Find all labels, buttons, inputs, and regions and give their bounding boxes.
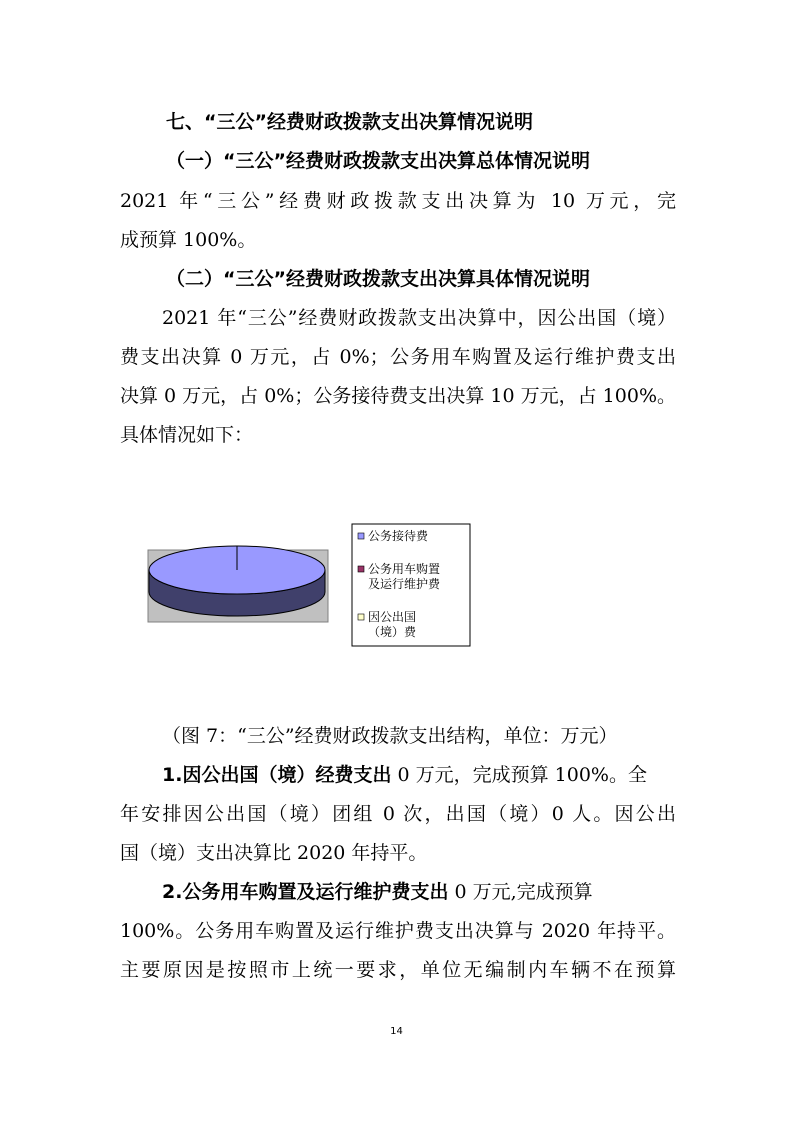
legend-swatch-2 xyxy=(358,614,364,620)
paragraph-line: 100%。公务用车购置及运行维护费支出决算与 2020 年持平。 xyxy=(120,920,676,942)
page-number: 14 xyxy=(390,1026,403,1037)
paragraph-line: 决算 0 万元，占 0%；公务接待费支出决算 10 万元，占 100%。 xyxy=(120,385,676,407)
legend-swatch-1 xyxy=(358,566,364,572)
paragraph-line: 主要原因是按照市上统一要求，单位无编制内车辆不在预算 xyxy=(120,959,676,981)
item-2-line xyxy=(162,880,718,904)
legend-swatch-0 xyxy=(358,533,364,539)
paragraph-line: 2021 年“三公”经费财政拨款支出决算中，因公出国（境） xyxy=(162,307,676,329)
item-1-text: 0 万元，完成预算 100%。全 xyxy=(391,764,647,786)
paragraph-line: 年安排因公出国（境）团组 0 次，出国（境）0 人。因公出 xyxy=(120,803,676,825)
paragraph-line: 费支出决算 0 万元，占 0%；公务用车购置及运行维护费支出 xyxy=(120,346,676,368)
subsection-heading-2: （二）“三公”经费财政拨款支出决算具体情况说明 xyxy=(166,268,590,290)
paragraph-line: 成预算 100%。 xyxy=(120,229,257,251)
item-1-title: 1.因公出国（境）经费支出 xyxy=(162,764,392,786)
item-1-line xyxy=(162,763,718,787)
figure-caption: （图 7：“三公”经费财政拨款支出结构，单位：万元） xyxy=(162,725,618,747)
expense-structure-pie-chart xyxy=(146,520,476,650)
item-2-title: 2.公务用车购置及运行维护费支出 xyxy=(162,881,449,903)
section-heading: 七、“三公”经费财政拨款支出决算情况说明 xyxy=(166,111,533,133)
subsection-heading-1: （一）“三公”经费财政拨款支出决算总体情况说明 xyxy=(166,150,590,172)
paragraph-line: 具体情况如下： xyxy=(120,424,254,446)
legend-label-1: 公务用车购置 xyxy=(368,562,441,576)
paragraph-line: 国（境）支出决算比 2020 年持平。 xyxy=(120,842,428,864)
pie-slices xyxy=(149,546,325,616)
item-2-text: 0 万元,完成预算 xyxy=(448,881,593,903)
legend-label-2: 因公出国 xyxy=(368,610,417,624)
legend-label-0: 公务接待费 xyxy=(368,529,429,543)
legend-label-1: 及运行维护费 xyxy=(368,577,441,591)
paragraph-line: 2021 年“三公”经费财政拨款支出决算为 10 万元，完 xyxy=(120,190,676,212)
legend-label-2: （境）费 xyxy=(368,625,417,639)
